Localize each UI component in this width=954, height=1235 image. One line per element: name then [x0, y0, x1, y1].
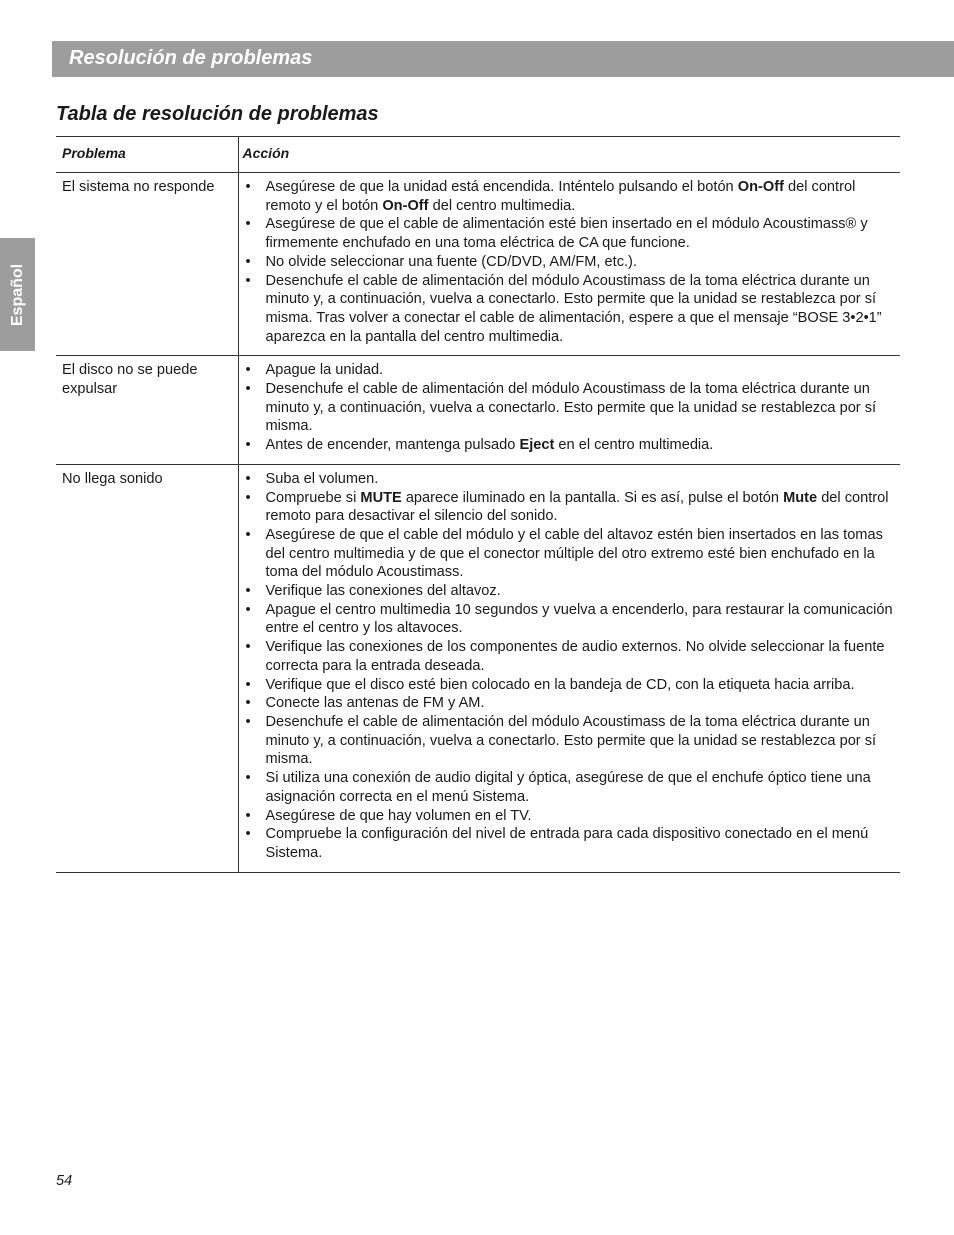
action-text: Asegúrese de que hay volumen en el TV. — [265, 807, 532, 824]
problem-cell: No llega sonido — [62, 470, 163, 487]
action-text: Compruebe la configuración del nivel de entrada para cada dispositivo conectado en el menú Sistema. — [265, 826, 869, 861]
action-text: Verifique las conexiones de los componentes de audio externos. No olvide seleccionar la fuente correcta para la entrada deseada. — [265, 639, 885, 674]
action-text: aparece iluminado en la pantalla. Si es así, pulse el botón — [401, 489, 784, 506]
action-list — [243, 470, 901, 863]
button-name-text: Mute — [783, 489, 818, 506]
action-text: Suba el volumen. — [265, 470, 379, 487]
action-text: Apague la unidad. — [265, 362, 384, 379]
table-row — [56, 356, 900, 465]
action-text: Verifique las conexiones del altavoz. — [265, 583, 501, 600]
action-text: Antes de encender, mantenga pulsado — [265, 437, 520, 454]
action-list-item — [243, 638, 901, 675]
action-list-item — [243, 489, 901, 526]
action-list — [243, 178, 901, 346]
button-name-text: MUTE — [360, 489, 402, 506]
problem-column-header: Problema — [62, 145, 126, 161]
action-text: Apague el centro multimedia 10 segundos y vuelva a encenderlo, para restaurar la comunicación entre el centro y los altavoces. — [265, 601, 893, 637]
action-cell — [238, 356, 900, 465]
action-text: del control remoto para desactivar el silencio del sonido. — [265, 489, 889, 525]
action-list-item — [243, 694, 901, 713]
language-tab-label: Español — [8, 263, 26, 326]
action-list-item — [243, 272, 901, 347]
action-list-item — [243, 253, 901, 272]
action-list-item — [243, 215, 901, 252]
action-list-item — [243, 713, 901, 769]
button-name-text: Eject — [519, 437, 555, 454]
action-text: Desenchufe el cable de alimentación del módulo Acoustimass de la toma eléctrica durante un minuto y, a continuación, vuelva a conectarlo. Esto permite que la unidad se restablezca por sí misma. — [265, 713, 877, 768]
action-text: Verifique que el disco esté bien colocado en la bandeja de CD, con la etiqueta hacia arriba. — [265, 676, 855, 693]
language-side-tab — [0, 238, 35, 351]
action-list-item — [243, 380, 901, 436]
table-row — [56, 173, 900, 356]
button-name-text: On-Off — [382, 197, 429, 214]
action-list-item — [243, 361, 901, 380]
page-number: 54 — [56, 1173, 73, 1189]
action-text: Si utiliza una conexión de audio digital y óptica, asegúrese de que el enchufe óptico tiene una asignación correcta en el menú Sistema. — [265, 770, 871, 805]
action-text: Asegúrese de que el cable del módulo y el cable del altavoz estén bien insertados en las tomas del centro multimedia y de que el conector múltiple del otro extremo esté bien enchufado en la toma del módulo Acoustimass. — [265, 526, 883, 581]
table-body — [56, 173, 900, 873]
action-text: No olvide seleccionar una fuente (CD/DVD, AM/FM, etc.). — [265, 253, 637, 270]
table-row — [56, 464, 900, 872]
problem-cell: El sistema no responde — [62, 179, 215, 195]
action-list-item — [243, 178, 901, 215]
action-list-item — [243, 676, 901, 695]
action-text: del centro multimedia. — [428, 197, 576, 214]
action-text: en el centro multimedia. — [554, 437, 714, 454]
action-list-item — [243, 526, 901, 582]
action-cell — [238, 464, 900, 872]
action-text: Desenchufe el cable de alimentación del módulo Acoustimass de la toma eléctrica durante un minuto y, a continuación, vuelva a conectarlo. Esto permite que la unidad se restablezca por sí misma. — [265, 381, 877, 435]
action-list-item — [243, 807, 901, 826]
button-name-text: On-Off — [737, 179, 784, 195]
action-text: Asegúrese de que el cable de alimentación esté bien insertado en el módulo Acoustimass® y firmemente enchufado en una toma eléctrica de CA que funcione. — [265, 216, 868, 252]
action-list — [243, 361, 901, 455]
action-text: Conecte las antenas de FM y AM. — [265, 695, 485, 712]
table-header-row — [56, 137, 900, 173]
section-title: Tabla de resolución de problemas — [56, 103, 379, 125]
page-header-bar — [52, 41, 954, 77]
action-list-item — [243, 582, 901, 601]
action-text: Asegúrese de que la unidad está encendida. Inténtelo pulsando el botón — [265, 179, 738, 195]
action-text: Compruebe si — [265, 489, 361, 506]
action-text: del control remoto y el botón — [265, 179, 856, 214]
action-list-item — [243, 470, 901, 489]
action-list-item — [243, 436, 901, 455]
action-list-item — [243, 601, 901, 638]
action-list-item — [243, 825, 901, 862]
troubleshooting-table — [56, 136, 900, 873]
action-column-header: Acción — [238, 137, 900, 173]
page-header-title: Resolución de problemas — [69, 47, 313, 69]
action-text: Desenchufe el cable de alimentación del módulo Acoustimass de la toma eléctrica durante un minuto y, a continuación, vuelva a conectarlo. Esto permite que la unidad se restablezca por sí misma. Tras volver a conectar el cable de alimentación, espere a que el mensaje “BOSE 3•2•1” aparezca en la pantalla del centro multimedia. — [265, 272, 882, 345]
action-list-item — [243, 769, 901, 806]
problem-cell: El disco no se puede expulsar — [62, 362, 198, 398]
action-cell — [238, 173, 900, 356]
